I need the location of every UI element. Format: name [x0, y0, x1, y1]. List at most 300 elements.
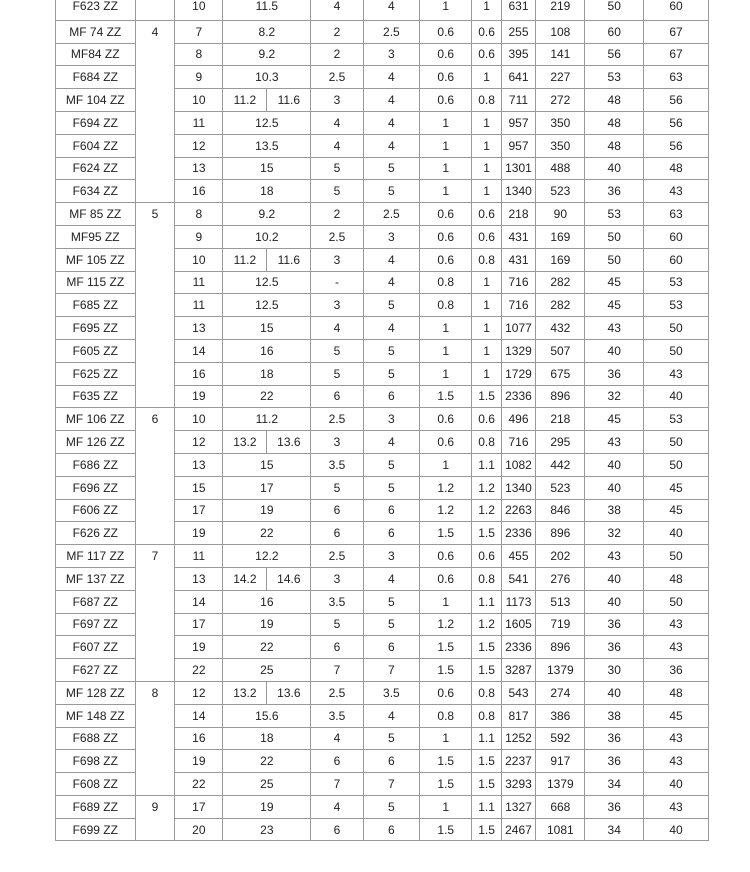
- grease-speed-cell: 50: [585, 225, 644, 248]
- chamfer-cell: 0.6: [420, 545, 472, 568]
- grease-speed-cell: 48: [585, 89, 644, 112]
- static-load-cell: 90: [536, 203, 585, 226]
- model-cell: F634 ZZ: [56, 180, 136, 203]
- chamfer-cell: 1: [420, 590, 472, 613]
- outer-diameter-cell: 8: [175, 203, 223, 226]
- chamfer-cell: 0.6: [420, 203, 472, 226]
- bore-cell: 9: [135, 795, 175, 841]
- static-load-cell: 282: [536, 271, 585, 294]
- outer-diameter-cell: 14: [175, 704, 223, 727]
- chamfer-alt-cell: 1: [472, 66, 501, 89]
- chamfer-alt-cell: 1.1: [472, 727, 501, 750]
- chamfer-alt-cell: 0.8: [472, 704, 501, 727]
- width-cell: 5: [311, 613, 363, 636]
- flange-diameter-cell: 18: [223, 727, 311, 750]
- width-cell: 2.5: [311, 225, 363, 248]
- chamfer-alt-cell: 1: [472, 339, 501, 362]
- model-cell: MF 85 ZZ: [56, 203, 136, 226]
- flange-diameter-cell: 11.2: [223, 248, 267, 271]
- model-cell: F694 ZZ: [56, 111, 136, 134]
- model-cell: MF 148 ZZ: [56, 704, 136, 727]
- width-cell: 7: [311, 773, 363, 796]
- model-cell: F687 ZZ: [56, 590, 136, 613]
- flange-diameter-alt-cell: 13.6: [267, 431, 311, 454]
- flange-diameter-cell: 12.2: [223, 545, 311, 568]
- width-cell: 2.5: [311, 408, 363, 431]
- flange-diameter-cell: 19: [223, 795, 311, 818]
- flange-width-cell: 6: [363, 636, 420, 659]
- flange-width-cell: 3: [363, 408, 420, 431]
- flange-width-cell: 5: [363, 157, 420, 180]
- chamfer-cell: 1: [420, 317, 472, 340]
- static-load-cell: 219: [536, 0, 585, 20]
- width-cell: 2: [311, 203, 363, 226]
- grease-speed-cell: 38: [585, 499, 644, 522]
- oil-speed-cell: 45: [644, 499, 709, 522]
- chamfer-alt-cell: 1.5: [472, 818, 501, 841]
- oil-speed-cell: 50: [644, 453, 709, 476]
- flange-diameter-cell: 25: [223, 773, 311, 796]
- outer-diameter-cell: 10: [175, 408, 223, 431]
- dynamic-load-cell: 1605: [501, 613, 536, 636]
- oil-speed-cell: 60: [644, 248, 709, 271]
- dynamic-load-cell: 957: [501, 134, 536, 157]
- chamfer-alt-cell: 0.6: [472, 545, 501, 568]
- width-cell: 6: [311, 818, 363, 841]
- flange-diameter-alt-cell: 13.6: [267, 681, 311, 704]
- outer-diameter-cell: 19: [175, 385, 223, 408]
- dynamic-load-cell: 2237: [501, 750, 536, 773]
- width-cell: 5: [311, 362, 363, 385]
- chamfer-cell: 1.2: [420, 613, 472, 636]
- chamfer-alt-cell: 0.8: [472, 567, 501, 590]
- chamfer-alt-cell: 0.8: [472, 89, 501, 112]
- grease-speed-cell: 40: [585, 339, 644, 362]
- chamfer-cell: 1.2: [420, 499, 472, 522]
- chamfer-alt-cell: 0.6: [472, 408, 501, 431]
- grease-speed-cell: 40: [585, 157, 644, 180]
- chamfer-cell: 1: [420, 453, 472, 476]
- width-cell: 3: [311, 89, 363, 112]
- dynamic-load-cell: 255: [501, 20, 536, 43]
- flange-width-cell: 6: [363, 522, 420, 545]
- dynamic-load-cell: 2336: [501, 522, 536, 545]
- grease-speed-cell: 40: [585, 681, 644, 704]
- grease-speed-cell: 53: [585, 203, 644, 226]
- chamfer-alt-cell: 1.2: [472, 499, 501, 522]
- oil-speed-cell: 43: [644, 750, 709, 773]
- static-load-cell: 169: [536, 225, 585, 248]
- chamfer-cell: 0.6: [420, 43, 472, 66]
- flange-width-cell: 4: [363, 66, 420, 89]
- chamfer-alt-cell: 0.6: [472, 203, 501, 226]
- static-load-cell: 846: [536, 499, 585, 522]
- oil-speed-cell: 43: [644, 795, 709, 818]
- chamfer-cell: 1.5: [420, 818, 472, 841]
- outer-diameter-cell: 11: [175, 294, 223, 317]
- grease-speed-cell: 60: [585, 20, 644, 43]
- flange-diameter-cell: 19: [223, 499, 311, 522]
- static-load-cell: 917: [536, 750, 585, 773]
- grease-speed-cell: 50: [585, 0, 644, 20]
- width-cell: 4: [311, 795, 363, 818]
- chamfer-alt-cell: 1.1: [472, 795, 501, 818]
- static-load-cell: 386: [536, 704, 585, 727]
- oil-speed-cell: 40: [644, 385, 709, 408]
- width-cell: 5: [311, 180, 363, 203]
- dynamic-load-cell: 1729: [501, 362, 536, 385]
- width-cell: 5: [311, 476, 363, 499]
- flange-diameter-cell: 22: [223, 750, 311, 773]
- outer-diameter-cell: 22: [175, 659, 223, 682]
- static-load-cell: 442: [536, 453, 585, 476]
- dynamic-load-cell: 395: [501, 43, 536, 66]
- grease-speed-cell: 36: [585, 613, 644, 636]
- outer-diameter-cell: 10: [175, 0, 223, 20]
- oil-speed-cell: 45: [644, 476, 709, 499]
- outer-diameter-cell: 13: [175, 317, 223, 340]
- table-row: [56, 681, 709, 704]
- outer-diameter-cell: 12: [175, 134, 223, 157]
- dynamic-load-cell: 431: [501, 225, 536, 248]
- chamfer-cell: 0.6: [420, 567, 472, 590]
- outer-diameter-cell: 11: [175, 111, 223, 134]
- chamfer-cell: 1: [420, 111, 472, 134]
- dynamic-load-cell: 716: [501, 271, 536, 294]
- model-cell: F624 ZZ: [56, 157, 136, 180]
- flange-diameter-cell: 11.5: [223, 0, 311, 20]
- model-cell: F697 ZZ: [56, 613, 136, 636]
- dynamic-load-cell: 218: [501, 203, 536, 226]
- flange-width-cell: 5: [363, 294, 420, 317]
- grease-speed-cell: 38: [585, 704, 644, 727]
- flange-diameter-cell: 9.2: [223, 203, 311, 226]
- flange-width-cell: 4: [363, 704, 420, 727]
- static-load-cell: 350: [536, 134, 585, 157]
- flange-diameter-cell: 9.2: [223, 43, 311, 66]
- outer-diameter-cell: 16: [175, 362, 223, 385]
- static-load-cell: 488: [536, 157, 585, 180]
- width-cell: 2: [311, 20, 363, 43]
- flange-diameter-cell: 10.3: [223, 66, 311, 89]
- chamfer-cell: 0.6: [420, 248, 472, 271]
- outer-diameter-cell: 15: [175, 476, 223, 499]
- dynamic-load-cell: 1327: [501, 795, 536, 818]
- model-cell: F689 ZZ: [56, 795, 136, 818]
- grease-speed-cell: 36: [585, 795, 644, 818]
- dynamic-load-cell: 2467: [501, 818, 536, 841]
- flange-diameter-cell: 17: [223, 476, 311, 499]
- width-cell: 3: [311, 294, 363, 317]
- flange-width-cell: 6: [363, 818, 420, 841]
- bore-cell: [135, 0, 175, 20]
- flange-width-cell: 4: [363, 0, 420, 20]
- chamfer-cell: 1.5: [420, 385, 472, 408]
- flange-diameter-cell: 16: [223, 590, 311, 613]
- width-cell: 6: [311, 499, 363, 522]
- width-cell: 3.5: [311, 590, 363, 613]
- grease-speed-cell: 36: [585, 636, 644, 659]
- model-cell: MF 74 ZZ: [56, 20, 136, 43]
- model-cell: F604 ZZ: [56, 134, 136, 157]
- flange-width-cell: 5: [363, 613, 420, 636]
- chamfer-alt-cell: 1.2: [472, 476, 501, 499]
- grease-speed-cell: 36: [585, 727, 644, 750]
- model-cell: MF95 ZZ: [56, 225, 136, 248]
- oil-speed-cell: 43: [644, 613, 709, 636]
- dynamic-load-cell: 716: [501, 294, 536, 317]
- flange-diameter-cell: 23: [223, 818, 311, 841]
- flange-width-cell: 5: [363, 453, 420, 476]
- oil-speed-cell: 53: [644, 271, 709, 294]
- chamfer-cell: 1.5: [420, 750, 472, 773]
- flange-width-cell: 2.5: [363, 203, 420, 226]
- oil-speed-cell: 53: [644, 408, 709, 431]
- flange-width-cell: 4: [363, 317, 420, 340]
- outer-diameter-cell: 13: [175, 157, 223, 180]
- flange-width-cell: 3: [363, 43, 420, 66]
- oil-speed-cell: 48: [644, 681, 709, 704]
- oil-speed-cell: 56: [644, 89, 709, 112]
- chamfer-cell: 0.8: [420, 271, 472, 294]
- flange-width-cell: 4: [363, 567, 420, 590]
- flange-diameter-cell: 22: [223, 522, 311, 545]
- oil-speed-cell: 48: [644, 157, 709, 180]
- oil-speed-cell: 50: [644, 339, 709, 362]
- model-cell: F686 ZZ: [56, 453, 136, 476]
- dynamic-load-cell: 431: [501, 248, 536, 271]
- model-cell: F623 ZZ: [56, 0, 136, 20]
- static-load-cell: 276: [536, 567, 585, 590]
- outer-diameter-cell: 17: [175, 795, 223, 818]
- dynamic-load-cell: 2336: [501, 636, 536, 659]
- flange-width-cell: 4: [363, 134, 420, 157]
- dynamic-load-cell: 1329: [501, 339, 536, 362]
- grease-speed-cell: 36: [585, 750, 644, 773]
- width-cell: 5: [311, 157, 363, 180]
- oil-speed-cell: 63: [644, 66, 709, 89]
- outer-diameter-cell: 16: [175, 727, 223, 750]
- grease-speed-cell: 43: [585, 317, 644, 340]
- chamfer-alt-cell: 1.1: [472, 590, 501, 613]
- chamfer-alt-cell: 1.5: [472, 385, 501, 408]
- grease-speed-cell: 50: [585, 248, 644, 271]
- chamfer-cell: 0.6: [420, 681, 472, 704]
- width-cell: 6: [311, 750, 363, 773]
- model-cell: F699 ZZ: [56, 818, 136, 841]
- chamfer-alt-cell: 1: [472, 180, 501, 203]
- oil-speed-cell: 50: [644, 317, 709, 340]
- model-cell: MF 128 ZZ: [56, 681, 136, 704]
- static-load-cell: 169: [536, 248, 585, 271]
- width-cell: 4: [311, 111, 363, 134]
- chamfer-cell: 1.5: [420, 773, 472, 796]
- grease-speed-cell: 53: [585, 66, 644, 89]
- chamfer-cell: 1.2: [420, 476, 472, 499]
- model-cell: F608 ZZ: [56, 773, 136, 796]
- dynamic-load-cell: 2336: [501, 385, 536, 408]
- model-cell: F626 ZZ: [56, 522, 136, 545]
- dynamic-load-cell: 3293: [501, 773, 536, 796]
- chamfer-cell: 0.6: [420, 89, 472, 112]
- flange-diameter-cell: 11.2: [223, 408, 311, 431]
- dynamic-load-cell: 2263: [501, 499, 536, 522]
- flange-diameter-alt-cell: 11.6: [267, 248, 311, 271]
- chamfer-cell: 0.8: [420, 294, 472, 317]
- grease-speed-cell: 43: [585, 545, 644, 568]
- static-load-cell: 282: [536, 294, 585, 317]
- flange-diameter-cell: 12.5: [223, 271, 311, 294]
- chamfer-alt-cell: 1: [472, 271, 501, 294]
- table-row: [56, 203, 709, 226]
- dynamic-load-cell: 957: [501, 111, 536, 134]
- static-load-cell: 896: [536, 636, 585, 659]
- static-load-cell: 507: [536, 339, 585, 362]
- oil-speed-cell: 56: [644, 134, 709, 157]
- dynamic-load-cell: 1082: [501, 453, 536, 476]
- dynamic-load-cell: 543: [501, 681, 536, 704]
- flange-width-cell: 4: [363, 271, 420, 294]
- static-load-cell: 350: [536, 111, 585, 134]
- chamfer-cell: 1: [420, 157, 472, 180]
- oil-speed-cell: 60: [644, 0, 709, 20]
- flange-width-cell: 5: [363, 339, 420, 362]
- flange-width-cell: 6: [363, 499, 420, 522]
- grease-speed-cell: 48: [585, 111, 644, 134]
- static-load-cell: 523: [536, 476, 585, 499]
- flange-diameter-cell: 10.2: [223, 225, 311, 248]
- flange-diameter-cell: 15.6: [223, 704, 311, 727]
- static-load-cell: 675: [536, 362, 585, 385]
- grease-speed-cell: 40: [585, 590, 644, 613]
- bore-cell: 6: [135, 408, 175, 545]
- static-load-cell: 896: [536, 522, 585, 545]
- flange-width-cell: 7: [363, 659, 420, 682]
- oil-speed-cell: 67: [644, 43, 709, 66]
- flange-diameter-cell: 13.2: [223, 681, 267, 704]
- outer-diameter-cell: 10: [175, 89, 223, 112]
- width-cell: 3: [311, 248, 363, 271]
- table-row: [56, 408, 709, 431]
- model-cell: MF 104 ZZ: [56, 89, 136, 112]
- oil-speed-cell: 56: [644, 111, 709, 134]
- outer-diameter-cell: 8: [175, 43, 223, 66]
- chamfer-alt-cell: 1.5: [472, 636, 501, 659]
- oil-speed-cell: 40: [644, 773, 709, 796]
- outer-diameter-cell: 19: [175, 636, 223, 659]
- model-cell: F685 ZZ: [56, 294, 136, 317]
- chamfer-cell: 1.5: [420, 636, 472, 659]
- flange-diameter-alt-cell: 11.6: [267, 89, 311, 112]
- flange-diameter-alt-cell: 14.6: [267, 567, 311, 590]
- flange-width-cell: 4: [363, 111, 420, 134]
- model-cell: F698 ZZ: [56, 750, 136, 773]
- chamfer-cell: 1: [420, 795, 472, 818]
- outer-diameter-cell: 9: [175, 66, 223, 89]
- dynamic-load-cell: 716: [501, 431, 536, 454]
- outer-diameter-cell: 20: [175, 818, 223, 841]
- oil-speed-cell: 48: [644, 567, 709, 590]
- chamfer-cell: 1: [420, 134, 472, 157]
- chamfer-cell: 0.8: [420, 704, 472, 727]
- model-cell: F627 ZZ: [56, 659, 136, 682]
- outer-diameter-cell: 17: [175, 613, 223, 636]
- bore-cell: 7: [135, 545, 175, 682]
- flange-diameter-cell: 22: [223, 385, 311, 408]
- dynamic-load-cell: 3287: [501, 659, 536, 682]
- width-cell: 6: [311, 385, 363, 408]
- grease-speed-cell: 32: [585, 522, 644, 545]
- chamfer-alt-cell: 1.5: [472, 522, 501, 545]
- flange-diameter-cell: 15: [223, 453, 311, 476]
- chamfer-alt-cell: 0.8: [472, 248, 501, 271]
- width-cell: 4: [311, 317, 363, 340]
- chamfer-alt-cell: 1: [472, 294, 501, 317]
- chamfer-cell: 1.5: [420, 659, 472, 682]
- outer-diameter-cell: 13: [175, 567, 223, 590]
- grease-speed-cell: 36: [585, 362, 644, 385]
- flange-width-cell: 5: [363, 727, 420, 750]
- flange-width-cell: 6: [363, 750, 420, 773]
- flange-diameter-cell: 15: [223, 157, 311, 180]
- chamfer-alt-cell: 1: [472, 0, 501, 20]
- chamfer-cell: 1: [420, 180, 472, 203]
- flange-diameter-cell: 16: [223, 339, 311, 362]
- oil-speed-cell: 50: [644, 545, 709, 568]
- flange-width-cell: 5: [363, 362, 420, 385]
- outer-diameter-cell: 13: [175, 453, 223, 476]
- outer-diameter-cell: 7: [175, 20, 223, 43]
- outer-diameter-cell: 16: [175, 180, 223, 203]
- width-cell: 7: [311, 659, 363, 682]
- oil-speed-cell: 40: [644, 818, 709, 841]
- width-cell: 4: [311, 727, 363, 750]
- flange-diameter-cell: 25: [223, 659, 311, 682]
- outer-diameter-cell: 22: [175, 773, 223, 796]
- dynamic-load-cell: 817: [501, 704, 536, 727]
- flange-diameter-cell: 15: [223, 317, 311, 340]
- flange-width-cell: 3.5: [363, 681, 420, 704]
- grease-speed-cell: 32: [585, 385, 644, 408]
- model-cell: MF84 ZZ: [56, 43, 136, 66]
- flange-width-cell: 4: [363, 248, 420, 271]
- width-cell: 6: [311, 636, 363, 659]
- oil-speed-cell: 43: [644, 636, 709, 659]
- chamfer-alt-cell: 1: [472, 157, 501, 180]
- outer-diameter-cell: 11: [175, 545, 223, 568]
- grease-speed-cell: 34: [585, 818, 644, 841]
- flange-diameter-cell: 22: [223, 636, 311, 659]
- dynamic-load-cell: 496: [501, 408, 536, 431]
- flange-diameter-cell: 19: [223, 613, 311, 636]
- dynamic-load-cell: 1301: [501, 157, 536, 180]
- bore-cell: 4: [135, 20, 175, 202]
- grease-speed-cell: 40: [585, 453, 644, 476]
- static-load-cell: 274: [536, 681, 585, 704]
- static-load-cell: 295: [536, 431, 585, 454]
- static-load-cell: 141: [536, 43, 585, 66]
- width-cell: 2.5: [311, 66, 363, 89]
- dynamic-load-cell: 1252: [501, 727, 536, 750]
- model-cell: F695 ZZ: [56, 317, 136, 340]
- width-cell: 3.5: [311, 453, 363, 476]
- model-cell: F625 ZZ: [56, 362, 136, 385]
- grease-speed-cell: 45: [585, 294, 644, 317]
- table-row: [56, 545, 709, 568]
- model-cell: F607 ZZ: [56, 636, 136, 659]
- width-cell: 3: [311, 431, 363, 454]
- model-cell: F606 ZZ: [56, 499, 136, 522]
